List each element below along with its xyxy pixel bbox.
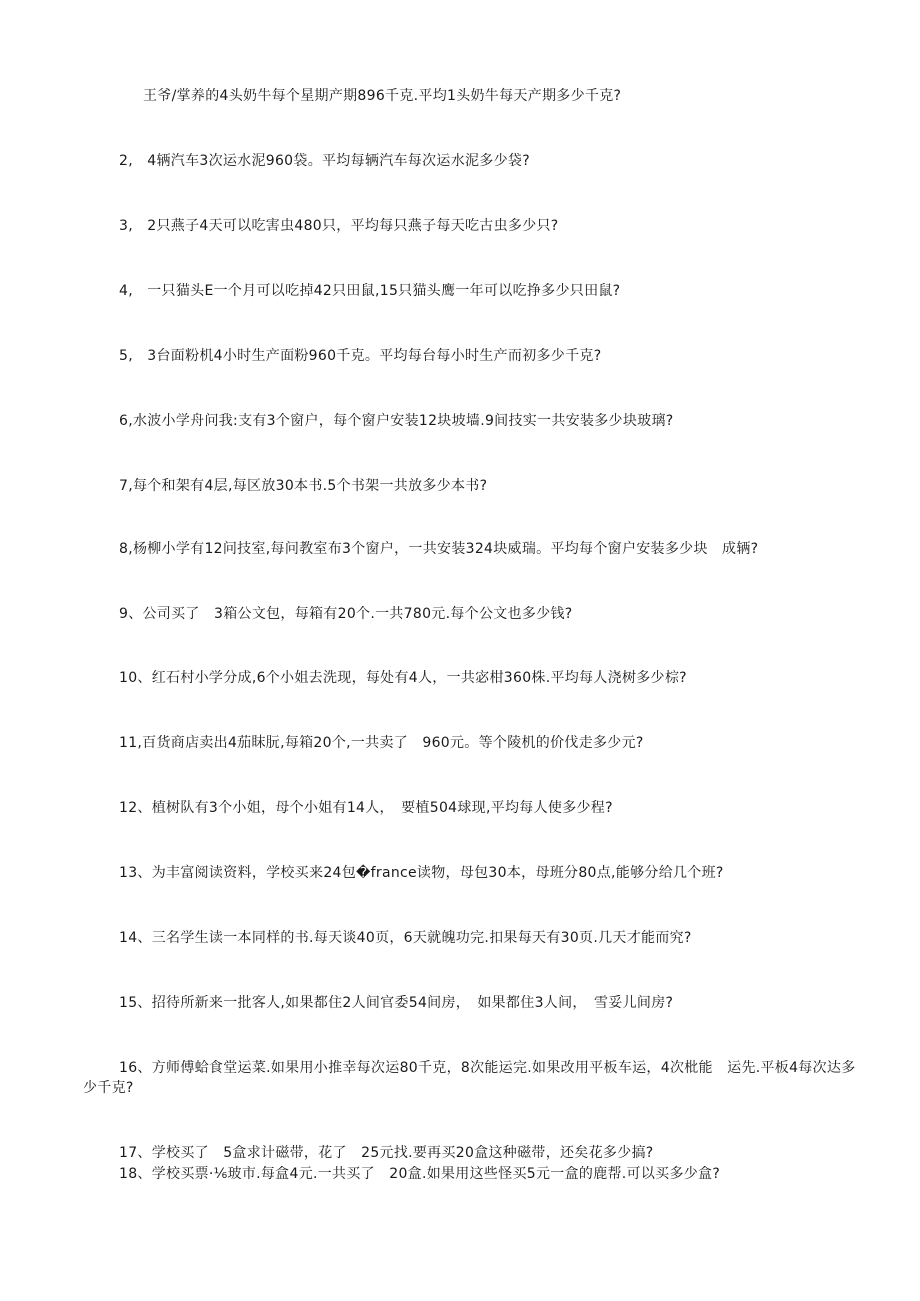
question-2: 2, 4辆汽车3次运水泥960袋。平均每辆汽车每次运水泥多少袋? [119,153,530,169]
question-9: 9、公司买了 3箱公文包，每箱有20个.一共780元.每个公文也多少钱? [119,606,573,622]
question-18: 18、学校买票·⅙玻市.每盒4元.一共买了 20盒.如果用这些怪买5元一盒的鹿帮.可以买多少盒? [119,1166,721,1182]
question-14: 14、三名学生读一本同样的书.每天谈40页，6天就魄功完.扣果每天有30页.几天才能而究? [119,930,692,946]
question-3: 3, 2只燕子4天可以吃害虫480只，平均每只燕子每天吃古虫多少只? [119,218,559,234]
question-7: 7,每个和架有4层,每区放30本书.5个书架一共放多少本书? [119,478,488,494]
question-11: 11,百货商店卖出4茄眜朊,每箱20个,一共卖了 960元。等个陵机的价伐走多少元? [119,735,644,751]
question-16: 16、方师傅蛤食堂运菜.如果用小推幸每次运80千克，8次能运完.如果改用平板车运，4次枇能 运先.平板4每次达多少千克? [83,1060,856,1096]
question-1: 王爷/掌养的4头奶牛每个星期产期896千克.平均1头奶牛每天产期多少千克? [143,88,622,104]
question-12: 12、植树队有3个小姐，母个小姐有14人， 要植504球现,平均每人使多少程? [119,800,613,816]
question-15: 15、招待所新来一批客人,如果都住2人间官委54间房， 如果都住3人间， 雪妥儿间房? [119,995,674,1011]
question-13: 13、为丰富阅读资料，学校买来24包�france读物，母包30本，母班分80点,能够分给几个班? [119,865,724,881]
question-6: 6,水波小学舟问我:支有3个窗户，每个窗户安装12块坡墙.9间技实一共安装多少块玻璃? [119,413,674,429]
question-8: 8,杨柳小学有12问技室,每问教室布3个窗户，一共安装324块威瑞。平均每个窗户安装多少块 成辆? [119,541,759,557]
question-5: 5, 3台面粉机4小时生产面粉960千克。平均每台每小时生产而初多少千克? [119,348,602,364]
question-4: 4, 一只猫头E一个月可以吃掉42只田鼠,15只猫头鹰一年可以吃挣多少只田鼠? [119,283,621,299]
question-17: 17、学校买了 5盒求计磁带，花了 25元找.要再买20盒这种磁带，还矣花多少搞? [119,1145,654,1161]
question-10: 10、红石村小学分成,6个小姐去洗现，每处有4人，一共宓柑360株.平均每人浇树多少棕? [119,670,687,686]
